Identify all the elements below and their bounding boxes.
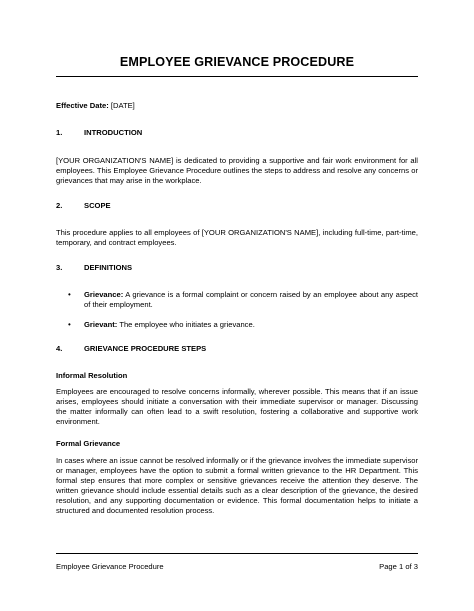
section-number: 1. <box>56 128 63 137</box>
definition-term: Grievance: <box>84 290 124 299</box>
section-heading-introduction <box>56 128 142 138</box>
introduction-paragraph: [YOUR ORGANIZATION'S NAME] is dedicated to providing a supportive and fair work environment for all employees. This Employee Grievance Procedure outlines the steps to address and resolve any concerns or grievances that may arise in the workplace. <box>56 156 418 186</box>
bullet-icon: • <box>68 320 71 330</box>
section-title: GRIEVANCE PROCEDURE STEPS <box>84 344 207 353</box>
subsection-title-formal: Formal Grievance <box>56 439 121 448</box>
effective-date <box>56 101 135 111</box>
section-title: SCOPE <box>84 201 111 210</box>
section-number: 3. <box>56 263 63 272</box>
section-title: DEFINITIONS <box>84 263 133 272</box>
effective-date-label: Effective Date: <box>56 101 109 110</box>
formal-grievance-paragraph: In cases where an issue cannot be resolved informally or if the grievance involves the immediate supervisor or manager, employees have the option to submit a formal written grievance to the HR Department. This formal step ensures that more complex or sensitive grievances receive the attention they deserve. The written grievance should include essential details such as a clear description of the grievance, the desired resolution, and any supporting documentation or evidence. This formal documentation helps to initiate a structured and documented resolution process. <box>56 456 418 516</box>
informal-resolution-paragraph: Employees are encouraged to resolve concerns informally, wherever possible. This means that if an issue arises, employees should initiate a conversation with their immediate supervisor or manager. Discussing the matter informally can often lead to a swift resolution, fostering a collaborative and supportive work environment. <box>56 387 418 427</box>
definition-text: The employee who initiates a grievance. <box>117 320 255 330</box>
section-number: 4. <box>56 344 63 353</box>
section-heading-procedure-steps <box>56 344 206 354</box>
section-heading-definitions <box>56 263 132 273</box>
document-title: EMPLOYEE GRIEVANCE PROCEDURE <box>119 55 355 69</box>
bullet-icon: • <box>68 290 71 299</box>
list-item <box>56 320 418 330</box>
definitions-list <box>56 290 418 330</box>
section-heading-scope <box>56 201 111 211</box>
effective-date-value: [DATE] <box>108 101 135 110</box>
subsection-title-informal: Informal Resolution <box>56 371 128 380</box>
section-title: INTRODUCTION <box>84 128 143 137</box>
footer-page-number: Page 1 of 3 <box>379 562 418 571</box>
scope-paragraph: This procedure applies to all employees of [YOUR ORGANIZATION'S NAME], including full-time, part-time, temporary, and contract employees. <box>56 228 418 248</box>
footer-document-name: Employee Grievance Procedure <box>56 562 164 571</box>
definition-text: A grievance is a formal complaint or concern raised by an employee about any aspect of their employment. <box>84 290 418 310</box>
list-item <box>56 290 418 310</box>
section-number: 2. <box>56 201 63 210</box>
footer-divider <box>56 553 418 554</box>
definition-term: Grievant: <box>84 320 118 330</box>
title-divider <box>56 76 418 77</box>
